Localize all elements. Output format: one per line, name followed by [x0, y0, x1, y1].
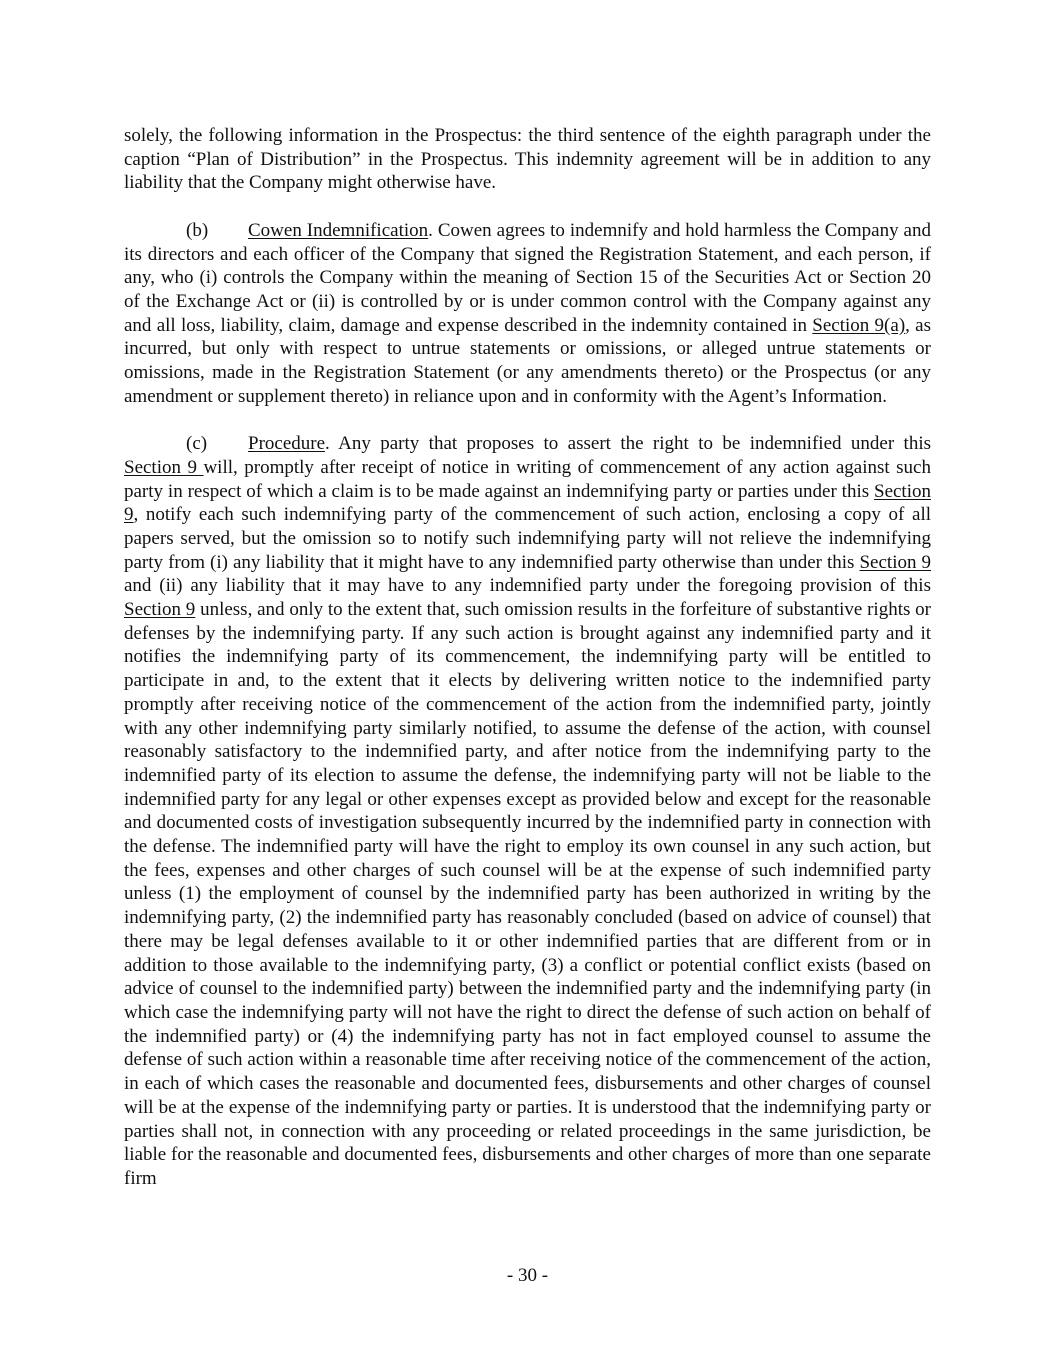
paragraph-c-heading: Procedure	[248, 433, 326, 455]
paragraph-b-heading: Cowen Indemnification	[248, 219, 429, 241]
paragraph-b-text-1: . Cowen agrees to indemnify and hold harmless the Company and its directors and each officer of the Company that signed the Registration Statement, and each person, if any, who (i) controls the Company within the meaning of Section 15 of the Securities Act or Section 20 of the Exchange Act or (ii) is controlled by or is under common control with the Company against any and all loss, liability, claim, damage and expense described in the indemnity contained in	[124, 219, 931, 336]
paragraph-b	[124, 219, 931, 409]
paragraph-c-text-3: , notify each such indemnifying party of the commencement of such action, enclosing a copy of all papers served, but the omission so to notify such indemnifying party will not relieve the indemnifying party from (i) any liability that it might have to any indemnified party otherwise than under this	[124, 504, 931, 573]
paragraph-c-text-1: . Any party that proposes to assert the right to be indemnified under this	[325, 433, 931, 455]
paragraph-c	[124, 432, 931, 1191]
paragraph-intro-text: solely, the following information in the Prospectus: the third sentence of the eighth paragraph under the caption “Plan of Distribution” in the Prospectus. This indemnity agreement will be in addition to any liability that the Company might otherwise have.	[124, 125, 931, 194]
page-number: - 30 -	[506, 1265, 549, 1286]
section-reference: Section 9(a)	[812, 314, 906, 336]
paragraph-c-text-5: unless, and only to the extent that, such omission results in the forfeiture of substantive rights or defenses by the indemnifying party. If any such action is brought against any indemnified party and it notifies the indemnifying party of its commencement, the indemnifying party will be entitled to participate in and, to the extent that it elects by delivering written notice to the indemnified party promptly after receiving notice of the commencement of the action from the indemnified party, jointly with any other indemnifying party similarly notified, to assume the defense of the action, with counsel reasonably satisfactory to the indemnified party, and after notice from the indemnifying party to the indemnified party of its election to assume the defense, the indemnifying party will not be liable to the indemnified party for any legal or other expenses except as provided below and except for the reasonable and documented costs of investigation subsequently incurred by the indemnified party in connection with the defense. The indemnified party will have the right to employ its own counsel in any such action, but the fees, expenses and other charges of such counsel will be at the expense of such indemnified party unless (1) the employment of counsel by the indemnified party has been authorized in writing by the indemnifying party, (2) the indemnified party has reasonably concluded (based on advice of counsel) that there may be legal defenses available to it or other indemnified parties that are different from or in addition to those available to the indemnifying party, (3) a conflict or potential conflict exists (based on advice of counsel to the indemnified party) between the indemnified party and the indemnifying party (in which case the indemnifying party will not have the right to direct the defense of such action on behalf of the indemnified party) or (4) the indemnifying party has not in fact employed counsel to assume the defense of such action within a reasonable time after receiving notice of the commencement of the action, in each of which cases the reasonable and documented fees, disbursements and other charges of counsel will be at the expense of the indemnifying party or parties. It is understood that the indemnifying party or parties shall not, in connection with any proceeding or related proceedings in the same jurisdiction, be liable for the reasonable and documented fees, disbursements and other charges of more than one separate firm	[124, 599, 931, 1189]
section-reference: Section 9	[124, 456, 204, 478]
paragraph-c-text-4: and (ii) any liability that it may have to any indemnified party under the foregoing provision of this	[124, 575, 931, 597]
paragraph-b-text-2: , as incurred, but only with respect to untrue statements or omissions, or alleged untrue statements or omissions, made in the Registration Statement (or any amendments thereto) or the Prospectus (or any amendment or supplement thereto) in reliance upon and in conformity with the Agent’s Information.	[124, 314, 932, 407]
paragraph-b-number: (b)	[186, 219, 209, 241]
section-reference: Section 9	[124, 480, 931, 526]
section-reference: Section 9	[859, 551, 932, 573]
document-page	[124, 124, 931, 1191]
paragraph-intro	[124, 124, 931, 195]
section-reference: Section 9	[124, 599, 196, 621]
paragraph-c-number: (c)	[186, 433, 208, 455]
paragraph-c-text-2: will, promptly after receipt of notice in writing of commencement of any action against such party in respect of which a claim is to be made against an indemnifying party or parties under this	[124, 456, 931, 502]
